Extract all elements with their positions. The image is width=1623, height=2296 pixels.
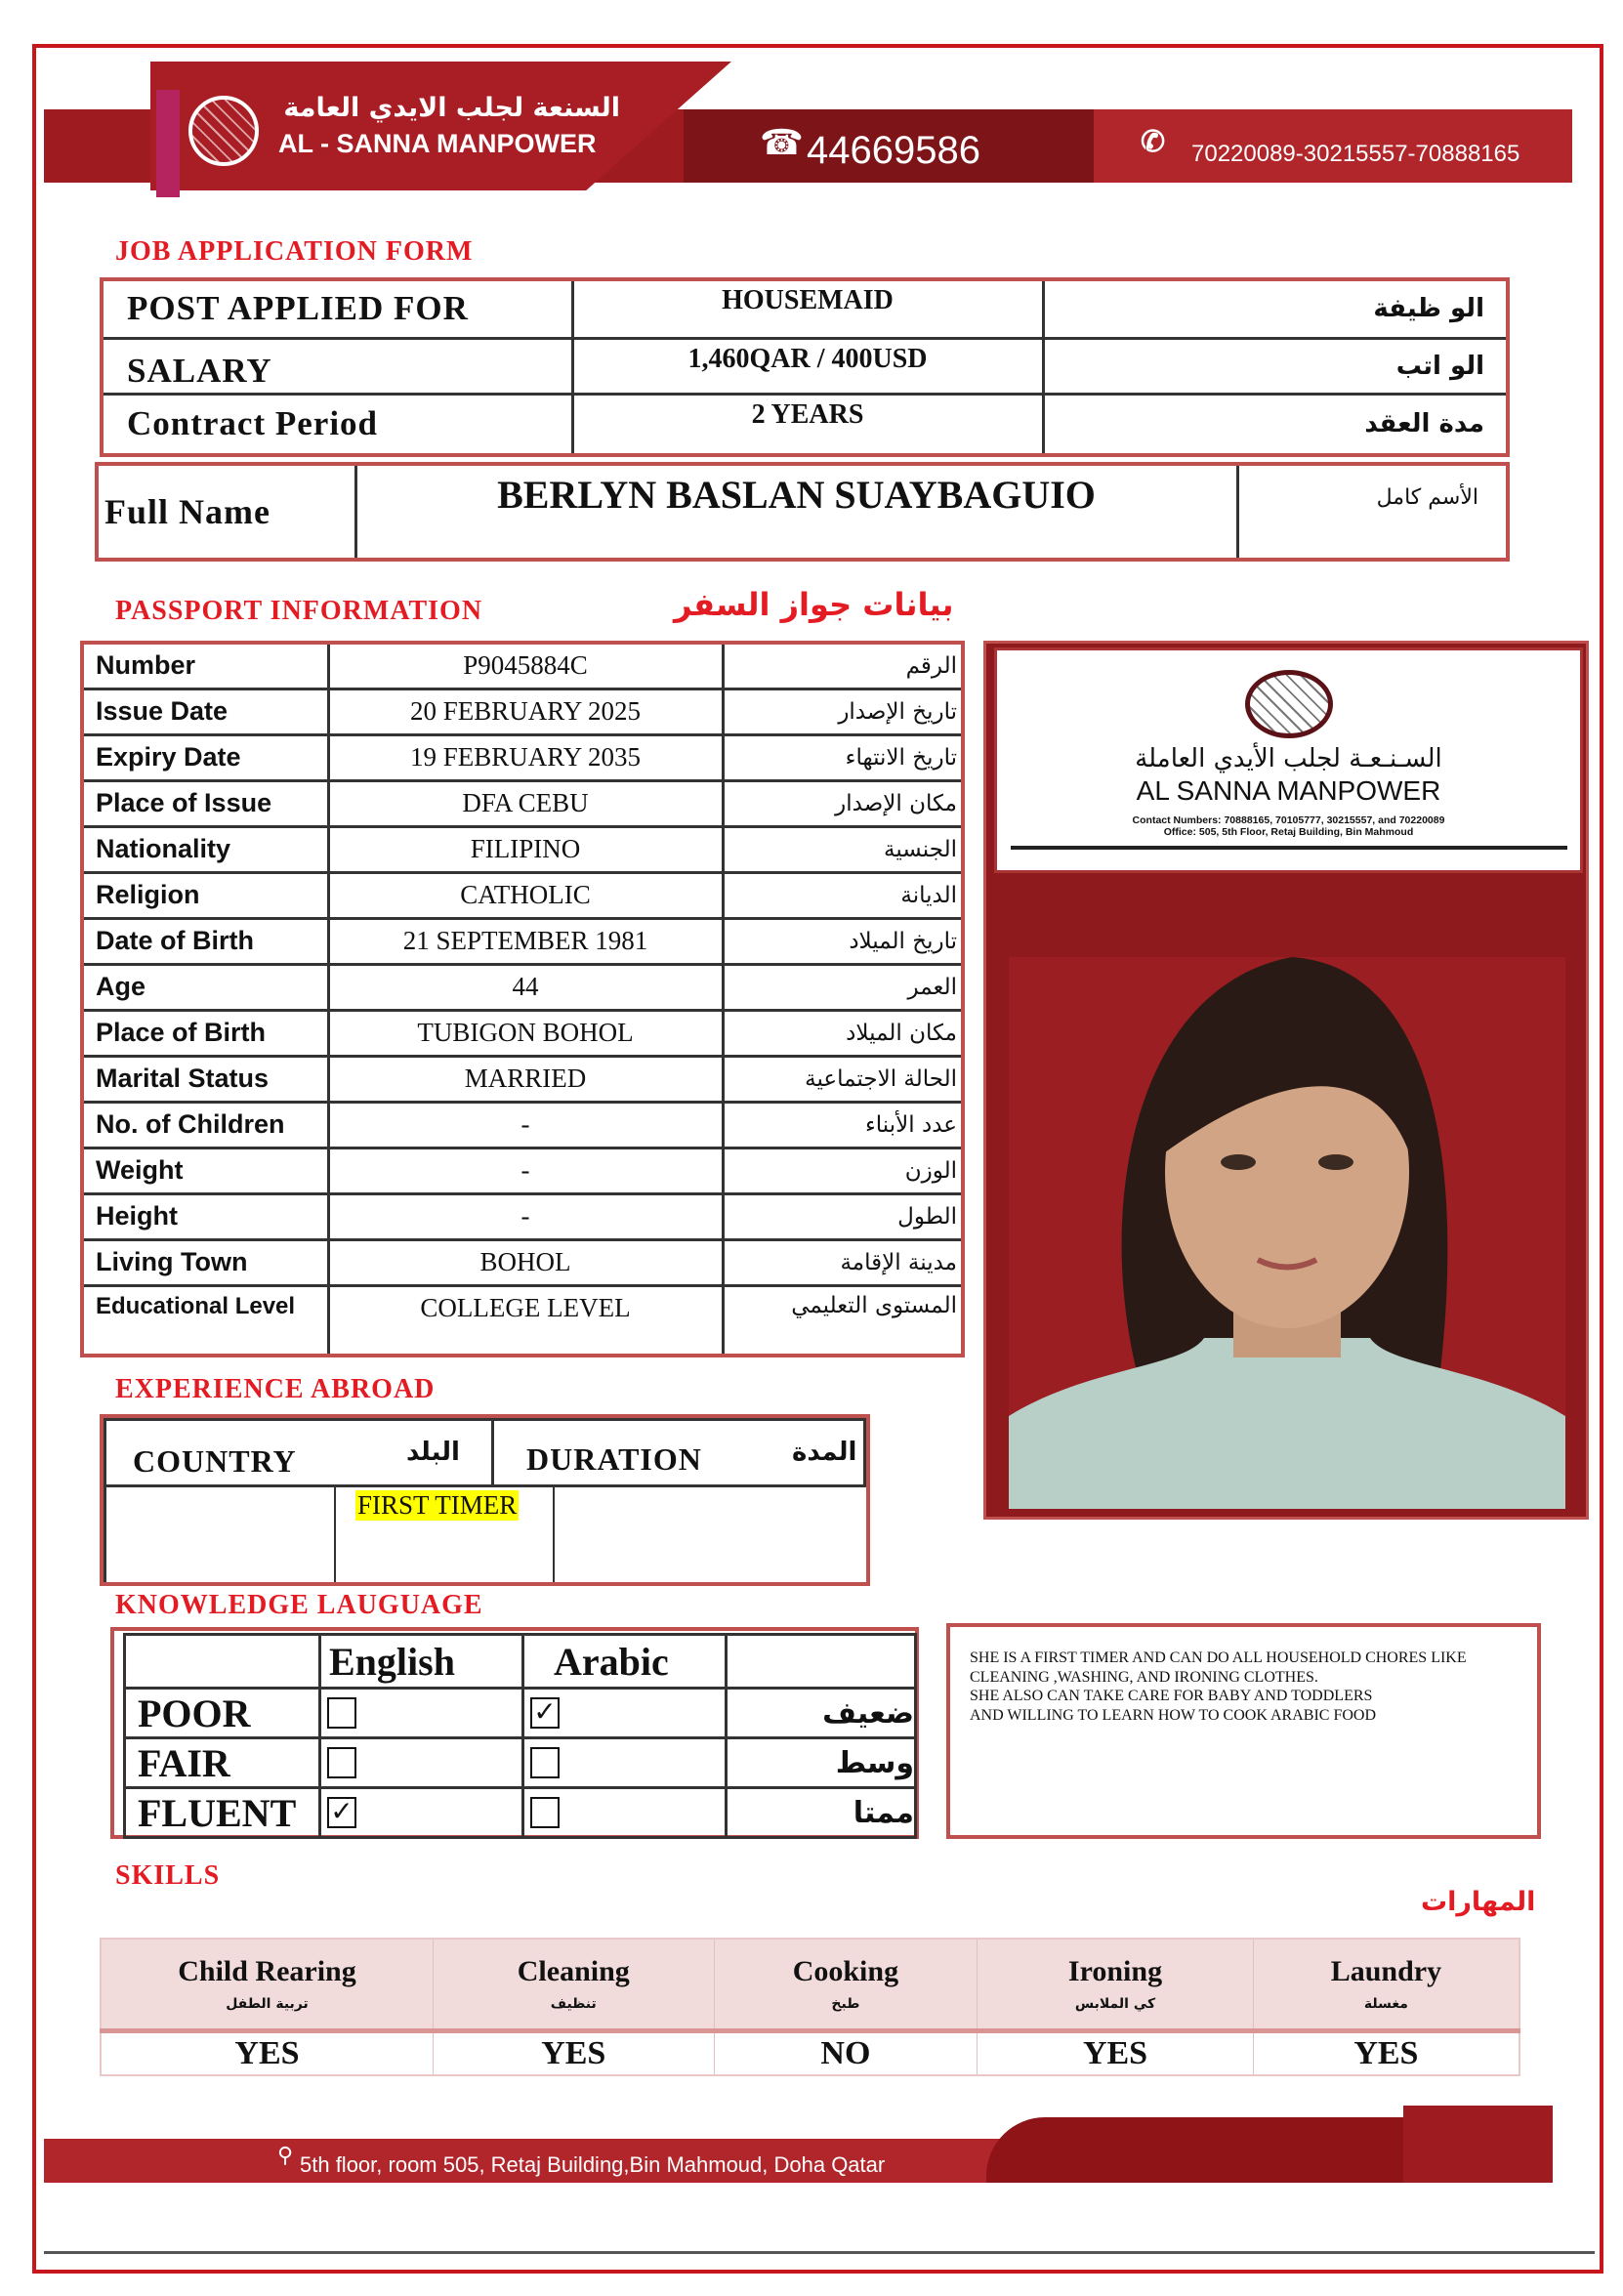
level-label: FAIR <box>125 1738 320 1788</box>
passport-section-title-ar: بيانات جواز السفر <box>674 586 954 623</box>
location-pin-icon: ⚲ <box>277 2143 294 2167</box>
skills-section-title-ar: المهارات <box>1421 1887 1536 1917</box>
passport-row <box>82 1148 963 1193</box>
skill-value: NO <box>714 2030 978 2075</box>
arabic-checkbox[interactable] <box>530 1797 560 1828</box>
job-label: POST APPLIED FOR <box>102 279 572 338</box>
english-header: English <box>320 1635 523 1689</box>
passport-field-label: Weight <box>82 1148 328 1193</box>
passport-field-label-ar: تاريخ الإصدار <box>723 689 963 734</box>
skill-name: Child Rearing <box>178 1955 356 1988</box>
company-name-ar: السنعة لجلب الايدي العامة <box>283 93 620 123</box>
english-checkbox[interactable] <box>327 1747 356 1778</box>
language-section-title: KNOWLEDGE LAUGUAGE <box>115 1590 483 1620</box>
passport-row <box>82 1056 963 1102</box>
passport-field-value: - <box>328 1148 723 1193</box>
language-row <box>125 1788 916 1838</box>
passport-row <box>82 689 963 734</box>
passport-field-label: Place of Birth <box>82 1010 328 1056</box>
experience-table <box>100 1414 870 1586</box>
job-value: 1,460QAR / 400USD <box>572 338 1043 394</box>
job-label: Contract Period <box>102 394 572 455</box>
passport-field-label: Expiry Date <box>82 734 328 780</box>
job-row <box>102 394 1508 455</box>
bottom-divider <box>44 2251 1595 2254</box>
language-row <box>125 1738 916 1788</box>
passport-field-value: - <box>328 1102 723 1148</box>
passport-field-label-ar: الجنسية <box>723 826 963 872</box>
passport-field-label: Height <box>82 1193 328 1239</box>
passport-field-label-ar: مكان الإصدار <box>723 780 963 826</box>
card-office: Office: 505, 5th Floor, Retaj Building, Bin Mahmoud <box>1163 826 1414 838</box>
passport-row <box>82 1193 963 1239</box>
passport-field-label-ar: المستوى التعليمي <box>723 1285 963 1356</box>
skill-name-ar: طبخ <box>831 1996 860 2013</box>
english-checkbox[interactable]: ✓ <box>327 1797 356 1828</box>
passport-field-label: No. of Children <box>82 1102 328 1148</box>
passport-field-label: Issue Date <box>82 689 328 734</box>
header-accent <box>156 90 180 197</box>
language-table <box>123 1633 917 1839</box>
full-name-table <box>95 462 1510 562</box>
card-contacts: Contact Numbers: 70888165, 70105777, 30215557, and 70220089 <box>1132 814 1445 826</box>
remark-line: AND WILLING TO LEARN HOW TO COOK ARABIC FOOD <box>970 1706 1377 1724</box>
english-checkbox[interactable] <box>327 1697 356 1729</box>
job-row <box>102 338 1508 394</box>
remark-line: CLEANING ,WASHING, AND IRONING CLOTHES. <box>970 1668 1318 1686</box>
remarks-box <box>946 1623 1541 1839</box>
duration-header: DURATION <box>526 1441 702 1477</box>
skill-name-ar: تنظيف <box>550 1996 597 2013</box>
passport-field-label-ar: الطول <box>723 1193 963 1239</box>
skill-value: YES <box>101 2030 433 2075</box>
footer-address: 5th floor, room 505, Retaj Building,Bin Mahmoud, Doha Qatar <box>300 2152 886 2177</box>
full-name-label: Full Name <box>97 464 355 560</box>
passport-row <box>82 964 963 1010</box>
job-row <box>102 279 1508 338</box>
passport-field-value: 19 FEBRUARY 2035 <box>328 734 723 780</box>
skill-header <box>433 1939 714 2030</box>
mobile-icon: ✆ <box>1141 126 1166 158</box>
card-rule <box>1011 846 1567 850</box>
passport-field-value: COLLEGE LEVEL <box>328 1285 723 1356</box>
skill-name: Ironing <box>1067 1955 1163 1988</box>
arabic-checkbox[interactable]: ✓ <box>530 1697 560 1729</box>
passport-field-value: TUBIGON BOHOL <box>328 1010 723 1056</box>
passport-field-value: DFA CEBU <box>328 780 723 826</box>
job-value: HOUSEMAID <box>572 279 1043 338</box>
passport-field-label: Number <box>82 643 328 689</box>
passport-row <box>82 1102 963 1148</box>
job-label-ar: الو اتب <box>1043 338 1508 394</box>
level-label-ar: وسط <box>727 1738 916 1788</box>
experience-entry: FIRST TIMER <box>357 1490 518 1520</box>
applicant-photo <box>1009 957 1565 1509</box>
telephone-icon: ☎ <box>760 123 804 162</box>
passport-field-label-ar: الوزن <box>723 1148 963 1193</box>
skill-name-ar: تربية الطفل <box>226 1996 309 2013</box>
passport-field-label-ar: الرقم <box>723 643 963 689</box>
passport-field-label-ar: العمر <box>723 964 963 1010</box>
passport-field-label-ar: عدد الأبناء <box>723 1102 963 1148</box>
passport-row <box>82 826 963 872</box>
arabic-checkbox[interactable] <box>530 1747 560 1778</box>
passport-field-label-ar: تاريخ الميلاد <box>723 918 963 964</box>
phone-number: 44669586 <box>807 129 980 172</box>
passport-row <box>82 1285 963 1356</box>
skill-header <box>101 1939 433 2030</box>
skills-section-title: SKILLS <box>115 1860 221 1891</box>
level-label-ar: ضعيف <box>727 1689 916 1738</box>
passport-row <box>82 734 963 780</box>
form-title: JOB APPLICATION FORM <box>115 236 474 267</box>
passport-field-label: Living Town <box>82 1239 328 1285</box>
passport-field-value: 21 SEPTEMBER 1981 <box>328 918 723 964</box>
passport-row <box>82 1010 963 1056</box>
level-label-ar: ممتا <box>727 1788 916 1838</box>
skill-header <box>1253 1939 1519 2030</box>
language-row <box>125 1689 916 1738</box>
job-label-ar: مدة العقد <box>1043 394 1508 455</box>
company-name-en: AL - SANNA MANPOWER <box>278 129 597 158</box>
experience-section-title: EXPERIENCE ABROAD <box>115 1374 436 1404</box>
passport-field-value: CATHOLIC <box>328 872 723 918</box>
remark-line: SHE ALSO CAN TAKE CARE FOR BABY AND TODDLERS <box>970 1688 1373 1704</box>
passport-row <box>82 643 963 689</box>
passport-row <box>82 780 963 826</box>
passport-field-value: P9045884C <box>328 643 723 689</box>
card-name-en: AL SANNA MANPOWER <box>1136 775 1441 806</box>
passport-field-value: MARRIED <box>328 1056 723 1102</box>
job-table <box>100 277 1510 457</box>
passport-row <box>82 918 963 964</box>
job-value: 2 YEARS <box>572 394 1043 455</box>
skill-name: Cooking <box>792 1955 899 1988</box>
card-name-ar: السـنـعـة لجلب الأيدي العاملة <box>1135 744 1442 773</box>
footer-block <box>1403 2106 1553 2183</box>
level-label: FLUENT <box>125 1788 320 1838</box>
full-name-value: BERLYN BASLAN SUAYBAGUIO <box>355 464 1237 560</box>
passport-field-label: Educational Level <box>82 1285 328 1356</box>
passport-field-label: Place of Issue <box>82 780 328 826</box>
passport-field-value: FILIPINO <box>328 826 723 872</box>
passport-table <box>80 641 965 1357</box>
passport-field-value: 44 <box>328 964 723 1010</box>
skill-value: YES <box>978 2030 1254 2075</box>
skill-name: Cleaning <box>517 1955 630 1988</box>
level-label: POOR <box>125 1689 320 1738</box>
passport-field-value: BOHOL <box>328 1239 723 1285</box>
duration-header-ar: المدة <box>792 1438 857 1467</box>
skill-header <box>714 1939 978 2030</box>
skill-name-ar: مغسلة <box>1363 1996 1408 2013</box>
skills-table <box>100 1938 1520 2076</box>
passport-section-title: PASSPORT INFORMATION <box>115 596 483 626</box>
footer-shape <box>986 2117 1436 2183</box>
agency-card <box>994 647 1583 873</box>
skill-value: YES <box>433 2030 714 2075</box>
passport-field-value: - <box>328 1193 723 1239</box>
remark-line: SHE IS A FIRST TIMER AND CAN DO ALL HOUSEHOLD CHORES LIKE <box>970 1649 1467 1666</box>
passport-row <box>82 1239 963 1285</box>
skill-name: Laundry <box>1330 1955 1442 1988</box>
passport-field-label: Date of Birth <box>82 918 328 964</box>
passport-field-label: Marital Status <box>82 1056 328 1102</box>
passport-row <box>82 872 963 918</box>
arabic-header: Arabic <box>523 1635 727 1689</box>
full-name-label-ar: الأسم كامل <box>1237 464 1508 560</box>
job-label: SALARY <box>102 338 572 394</box>
passport-field-label: Nationality <box>82 826 328 872</box>
country-header-ar: البلد <box>406 1438 460 1467</box>
globe-logo-icon <box>188 96 259 166</box>
passport-field-label: Age <box>82 964 328 1010</box>
job-label-ar: الو ظيفة <box>1043 279 1508 338</box>
passport-field-label-ar: مكان الميلاد <box>723 1010 963 1056</box>
skill-value: YES <box>1253 2030 1519 2075</box>
mobile-numbers: 70220089-30215557-70888165 <box>1191 141 1520 167</box>
passport-field-label-ar: مدينة الإقامة <box>723 1239 963 1285</box>
globe-logo-icon <box>1245 670 1333 738</box>
passport-field-label-ar: تاريخ الانتهاء <box>723 734 963 780</box>
passport-field-label-ar: الديانة <box>723 872 963 918</box>
skill-name-ar: كي الملابس <box>1074 1996 1156 2013</box>
skill-header <box>978 1939 1254 2030</box>
passport-field-label: Religion <box>82 872 328 918</box>
country-header: COUNTRY <box>133 1443 297 1479</box>
passport-field-value: 20 FEBRUARY 2025 <box>328 689 723 734</box>
passport-field-label-ar: الحالة الاجتماعية <box>723 1056 963 1102</box>
